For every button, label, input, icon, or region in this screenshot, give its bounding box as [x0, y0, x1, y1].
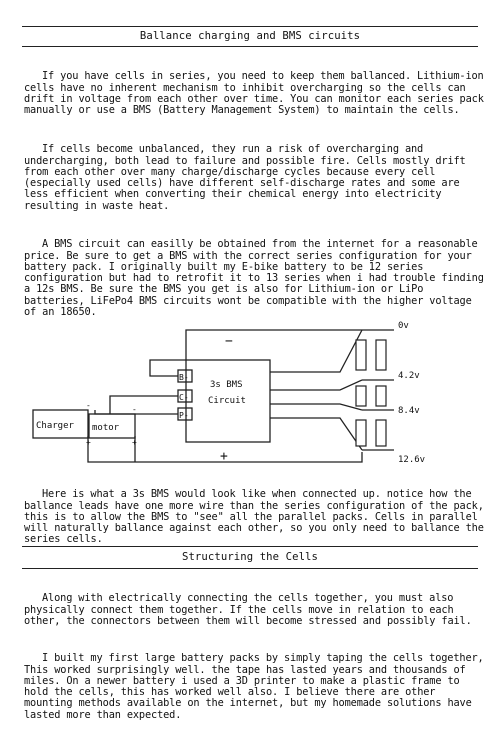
- top-rule: [22, 26, 478, 27]
- paragraph-text: Along with electrically connecting the cells together, you must also physically connect them together. If the cells move in relation to each other, the connectors between them will become stressed and possibly fail.: [24, 592, 472, 627]
- pin-c-label: C-: [179, 393, 189, 402]
- charger-minus: -: [86, 401, 91, 410]
- bms-label-line1: 3s BMS: [210, 380, 243, 390]
- voltage-label-3: 12.6v: [398, 455, 426, 465]
- section-rule-top: [22, 546, 478, 547]
- voltage-label-0: 0v: [398, 321, 409, 331]
- negative-sign: −: [225, 334, 233, 349]
- bms-wiring-diagram: [0, 318, 500, 476]
- paragraph-text: If cells become unbalanced, they run a risk of overcharging and undercharging, both lead to failure and possible fire. Cells mostly drift from each other over many charge/discharge cycles because every cell (especially used cells) have different self-discharge rates and some are less efficient when converting their chemical energy into electricity resulting in waste heat.: [24, 143, 466, 212]
- voltage-label-2: 8.4v: [398, 406, 420, 416]
- paragraph-text: A BMS circuit can easilly be obtained from the internet for a reasonable price. Be sure to get a BMS with the correct series configuration for your battery pack. I originally built my E-bike battery to be 12 series configuration but had to retrofit it to 13 series when i had trouble finding a 12s BMS. Be sure the BMS you get is also for Lithium-ion or LiPo batteries, LiFePo4 BMS circuits wont be compatible with the higher voltage of an 18650.: [24, 238, 484, 319]
- charger-label: Charger: [36, 421, 74, 431]
- diagram-caption: [24, 478, 484, 546]
- charger-plus: +: [86, 438, 91, 447]
- paragraph-text: If you have cells in series, you need to keep them ballanced. Lithium-ion cells have no inherent mechanism to inhibit overcharging so the cells can drift in voltage from each other over time. You can monitor each series pack manually or use a BMS (Battery Management System) to maintain the cells.: [24, 70, 484, 117]
- section-heading-structuring: Structuring the Cells: [181, 551, 319, 563]
- motor-minus: -: [132, 405, 137, 414]
- battery-cells: [356, 340, 386, 446]
- pin-p-label: P-: [179, 411, 189, 420]
- paragraph-text: I built my first large battery packs by simply taping the cells together, This worked surprisingly well. the tape has lasted years and thousands of miles. On a newer battery i used a 3D printer to make a plastic frame to hold the cells, this has worked well also. I believe there are other mounting methods available on the internet, but my homemade solutions have lasted more than expected.: [24, 652, 484, 721]
- heading-rule: [22, 46, 478, 47]
- bms-label-line2: Circuit: [208, 396, 246, 406]
- paragraph-taping: [24, 642, 484, 721]
- paragraph-physical-connection: [24, 582, 484, 627]
- motor-plus: +: [132, 438, 137, 447]
- positive-sign: +: [220, 449, 228, 464]
- section-rule-bottom: [22, 568, 478, 569]
- paragraph-unbalanced: [24, 133, 484, 212]
- caption-text: Here is what a 3s BMS would look like when connected up. notice how the ballance leads have one more wire than the series configuration of the pack, this is to allow the BMS to "see" all the parallel packs. Cells in parallel will naturally ballance against each other, so you only need to ballance the series cells.: [24, 488, 484, 546]
- pin-b-label: B-: [179, 373, 189, 382]
- paragraph-intro: [24, 60, 484, 116]
- paragraph-bms-purchase: [24, 228, 484, 318]
- voltage-label-1: 4.2v: [398, 371, 420, 381]
- motor-label: motor: [92, 423, 120, 433]
- section-heading-bms: Ballance charging and BMS circuits: [139, 30, 361, 42]
